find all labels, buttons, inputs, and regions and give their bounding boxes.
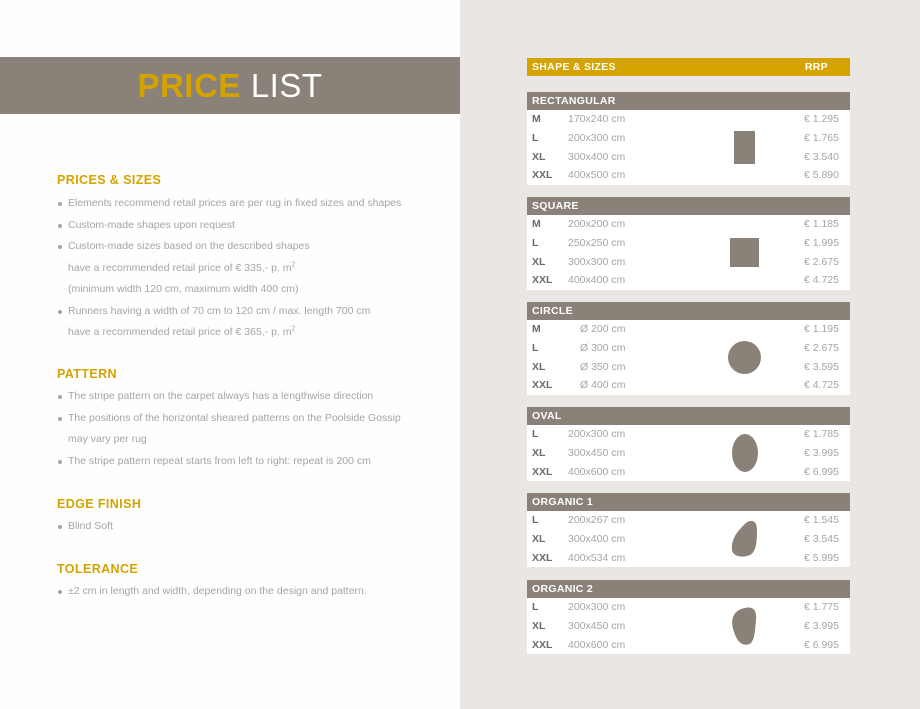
- section-pattern: [57, 366, 417, 472]
- table-title: RECTANGULAR: [527, 92, 850, 110]
- title-bold: PRICE: [137, 66, 241, 104]
- dimension: Ø 200 cm: [580, 323, 626, 335]
- line-text: have a recommended retail price of € 365,- p. m: [68, 326, 292, 338]
- bullet-item: ±2 cm in length and width, depending on the design and pattern.: [57, 581, 417, 603]
- section-prices-sizes: [57, 172, 417, 344]
- price: € 6.995: [803, 465, 839, 478]
- size-label: XL: [532, 619, 546, 632]
- size-label: M: [532, 323, 541, 335]
- price: € 2.675: [803, 341, 839, 354]
- dimension: 400x400 cm: [568, 274, 626, 287]
- continuation-line: (minimum width 120 cm, maximum width 400 cm): [68, 283, 299, 295]
- price: € 1.775: [803, 601, 839, 613]
- size-label: M: [532, 218, 541, 230]
- size-label: L: [532, 341, 539, 354]
- bullet-item: The stripe pattern repeat starts from left to right: repeat is 200 cm: [57, 451, 417, 473]
- price: € 1.995: [803, 236, 839, 249]
- oval-icon: [732, 434, 758, 472]
- table-row: [527, 511, 850, 530]
- size-label: L: [532, 428, 539, 440]
- line-text: have a recommended retail price of € 335,- p. m: [68, 261, 292, 274]
- size-label: L: [532, 236, 539, 249]
- rectangle-icon: [734, 131, 755, 164]
- table-row: [527, 444, 850, 463]
- dimension: 200x300 cm: [568, 428, 626, 440]
- table-row: [527, 549, 850, 568]
- price: € 5.890: [803, 169, 839, 182]
- size-label: XL: [532, 150, 546, 163]
- table-row: [527, 530, 850, 549]
- section-tolerance: [57, 561, 417, 603]
- section-heading: PATTERN: [57, 367, 117, 381]
- size-label: XL: [532, 255, 546, 268]
- table-circle: [527, 302, 850, 395]
- table-row: [527, 617, 850, 636]
- size-label: XXL: [532, 169, 553, 182]
- superscript: 2: [291, 325, 296, 333]
- dimension: 200x300 cm: [568, 601, 626, 613]
- table-row: [527, 636, 850, 655]
- table-title: OVAL: [527, 407, 850, 425]
- table-oval: [527, 407, 850, 481]
- organic-1-icon: [731, 520, 759, 558]
- price: € 1.185: [803, 218, 839, 230]
- continuation-line: [57, 322, 417, 344]
- dimension: 200x267 cm: [568, 514, 626, 526]
- dimension: 250x250 cm: [568, 236, 626, 249]
- price: € 1.785: [803, 428, 839, 440]
- bullet-item: The stripe pattern on the carpet always has a lengthwise direction: [57, 386, 417, 408]
- price: € 1.195: [803, 323, 839, 335]
- price: € 6.995: [803, 638, 839, 651]
- section-edge-finish: [57, 496, 417, 538]
- section-heading: TOLERANCE: [57, 562, 139, 576]
- table-rectangular: [527, 92, 850, 185]
- size-label: L: [532, 601, 539, 613]
- dimension: 300x400 cm: [568, 532, 626, 545]
- table-title: ORGANIC 2: [527, 580, 850, 598]
- dimension: 300x400 cm: [568, 150, 626, 163]
- price: € 5.995: [803, 551, 839, 564]
- table-row: [527, 271, 850, 290]
- dimension: Ø 350 cm: [580, 360, 626, 373]
- continuation-line: [57, 258, 417, 280]
- header-shape-sizes: SHAPE & SIZES: [532, 61, 616, 73]
- size-label: XXL: [532, 551, 553, 564]
- size-label: XXL: [532, 379, 553, 392]
- bullet-item: Custom-made shapes upon request: [57, 215, 417, 237]
- size-label: XXL: [532, 638, 553, 651]
- superscript: 2: [291, 261, 296, 268]
- dimension: 300x450 cm: [568, 446, 626, 459]
- table-header-bar: [527, 58, 850, 76]
- size-label: XL: [532, 360, 546, 373]
- title-bar: [0, 57, 460, 114]
- organic-2-icon: [731, 606, 759, 646]
- price: € 3.545: [803, 532, 839, 545]
- price: € 3.995: [803, 619, 839, 632]
- bullet-item: Elements recommend retail prices are per rug in fixed sizes and shapes: [57, 193, 417, 215]
- price: € 4.725: [803, 379, 839, 392]
- bullet-item: Custom-made sizes based on the described shapes: [57, 236, 417, 258]
- dimension: 400x600 cm: [568, 465, 626, 478]
- size-label: XL: [532, 446, 546, 459]
- size-label: XXL: [532, 465, 553, 478]
- table-row: [527, 148, 850, 167]
- size-label: XL: [532, 532, 546, 545]
- size-label: M: [532, 113, 541, 125]
- size-label: L: [532, 131, 539, 144]
- dimension: Ø 300 cm: [580, 341, 626, 354]
- header-rrp: RRP: [804, 61, 828, 73]
- dimension: 200x300 cm: [568, 131, 626, 144]
- price: € 3.595: [803, 360, 839, 373]
- continuation-line: may vary per rug: [68, 433, 147, 445]
- table-organic-1: [527, 493, 850, 567]
- dimension: 400x534 cm: [568, 551, 626, 564]
- table-row: [527, 339, 850, 358]
- bullet-item: Blind Soft: [57, 516, 417, 538]
- price: € 2.675: [803, 255, 839, 268]
- table-row: [527, 376, 850, 395]
- dimension: 200x200 cm: [568, 218, 626, 230]
- dimension: 170x240 cm: [568, 113, 626, 125]
- price: € 1.295: [803, 113, 839, 125]
- price: € 4.725: [803, 274, 839, 287]
- section-heading: EDGE FINISH: [57, 497, 142, 511]
- dimension: 400x600 cm: [568, 638, 626, 651]
- circle-icon: [728, 341, 761, 374]
- table-row: [527, 215, 850, 234]
- section-heading: PRICES & SIZES: [57, 173, 162, 187]
- table-organic-2: [527, 580, 850, 654]
- table-row: [527, 463, 850, 482]
- table-row: [527, 425, 850, 444]
- price: € 1.765: [803, 131, 839, 144]
- table-square: [527, 197, 850, 290]
- table-row: [527, 234, 850, 253]
- dimension: 300x300 cm: [568, 255, 626, 268]
- table-row: [527, 129, 850, 148]
- price: € 3.540: [803, 150, 839, 163]
- bullet-item: The positions of the horizontal sheared patterns on the Poolside Gossip: [57, 408, 417, 430]
- table-row: [527, 598, 850, 617]
- dimension: Ø 400 cm: [580, 379, 626, 392]
- price: € 1.545: [803, 514, 839, 526]
- table-row: [527, 253, 850, 272]
- price: € 3.995: [803, 446, 839, 459]
- table-title: ORGANIC 1: [527, 493, 850, 511]
- table-title: CIRCLE: [527, 302, 850, 320]
- size-label: XXL: [532, 274, 553, 287]
- table-title: SQUARE: [527, 197, 850, 215]
- title-light: LIST: [250, 66, 323, 104]
- dimension: 400x500 cm: [568, 169, 626, 182]
- dimension: 300x450 cm: [568, 619, 626, 632]
- square-icon: [730, 238, 759, 267]
- bullet-item: Runners having a width of 70 cm to 120 cm / max. length 700 cm: [57, 301, 417, 323]
- table-row: [527, 320, 850, 339]
- table-row: [527, 166, 850, 185]
- table-row: [527, 110, 850, 129]
- size-label: L: [532, 514, 539, 526]
- table-row: [527, 358, 850, 377]
